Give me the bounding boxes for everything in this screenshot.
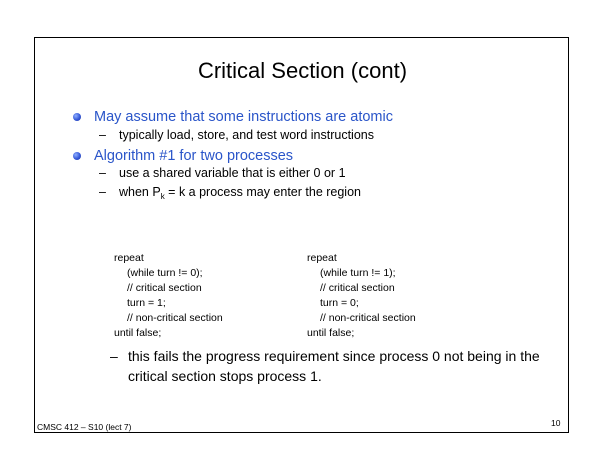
code-line: (while turn != 0); (127, 267, 203, 279)
progress-note (110, 346, 548, 386)
bullet-text: Algorithm #1 for two processes (94, 148, 294, 164)
code-line: // critical section (127, 282, 202, 294)
sub-item-text: typically load, store, and test word instructions (119, 128, 374, 142)
sub-item-when-pk (99, 185, 361, 201)
bullet-dot-icon (73, 152, 81, 160)
code-line: // non-critical section (320, 312, 416, 324)
dash-marker: – (99, 185, 106, 199)
code-line: turn = 1; (127, 297, 166, 309)
page-number: 10 (551, 418, 561, 428)
when-prefix: when P (119, 185, 161, 199)
bullet-atomic (94, 109, 393, 125)
code-line: (while turn != 1); (320, 267, 396, 279)
code-line: until false; (114, 327, 162, 339)
sub-item-load-store (99, 128, 374, 142)
code-line: // critical section (320, 282, 395, 294)
sub-item-shared-variable (99, 166, 346, 180)
slide-title: Critical Section (cont) (197, 58, 408, 83)
code-line: repeat (307, 252, 337, 264)
dash-marker: – (110, 348, 118, 364)
code-block-process-1 (307, 251, 416, 341)
note-text: this fails the progress requirement since process 0 not being in the critical section stops process 1. (128, 348, 540, 384)
bullet-text: May assume that some instructions are atomic (94, 109, 393, 125)
dash-marker: – (99, 166, 106, 180)
when-subscript: k (160, 192, 165, 201)
when-suffix: = k a process may enter the region (164, 185, 361, 199)
sub-item-text: use a shared variable that is either 0 or 1 (119, 166, 346, 180)
dash-marker: – (99, 128, 106, 142)
footer-course-label: CMSC 412 – S10 (lect 7) (37, 422, 132, 432)
code-line: turn = 0; (320, 297, 359, 309)
bullet-algorithm (94, 148, 293, 164)
code-line: repeat (114, 252, 144, 264)
bullet-dot-icon (73, 113, 81, 121)
code-block-process-0 (114, 251, 223, 341)
code-line: // non-critical section (127, 312, 223, 324)
code-line: until false; (307, 327, 355, 339)
